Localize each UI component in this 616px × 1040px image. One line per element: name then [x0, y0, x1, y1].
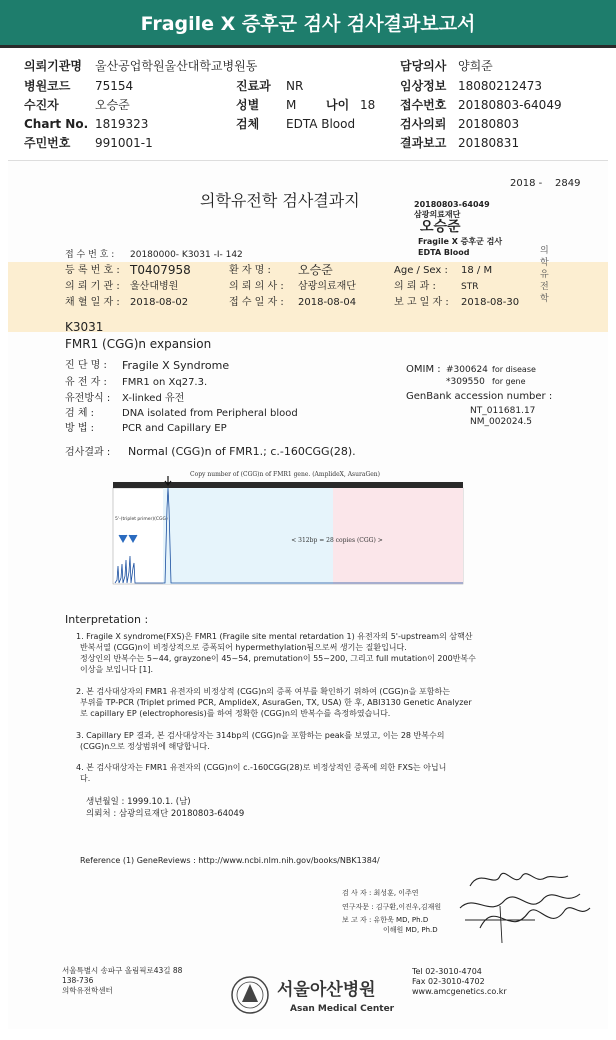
interp-4a: 4. 본 검사대상자는 FMR1 유전자의 (CGG)n이 c.-160CGG(28)로 비정상적인 증폭에 의한 FXS는 아닙니 — [76, 763, 447, 772]
fax: Fax 02-3010-4702 — [412, 977, 485, 986]
hospital-logo-icon — [230, 975, 270, 1015]
diag-label: 진 단 명 : — [65, 360, 107, 371]
interp-2b: 부위를 TP-PCR (Triplet primed PCR, AmplideX, AsuraGen, TX, USA) 한 후, ABI3130 Genetic Analyzer — [80, 698, 472, 707]
diag-value: Fragile X Syndrome — [122, 359, 230, 372]
gene-value: FMR1 on Xq27.3. — [122, 377, 208, 388]
dept-value: NR — [286, 79, 304, 93]
receipt-value: 20180803-64049 — [458, 98, 562, 112]
collect-value: 2018-08-02 — [130, 297, 189, 308]
test-name: FMR1 (CGG)n expansion — [65, 337, 212, 351]
side-label: 의학유전학 — [540, 246, 549, 304]
request-value: 20180803 — [458, 117, 520, 131]
address-2: 138-736 — [62, 976, 94, 985]
doctor-label: 담당의사 — [400, 59, 447, 73]
interp-title: Interpretation : — [65, 613, 149, 626]
signature-image — [440, 858, 600, 948]
researcher: 연구자문 : 김구환,이진우,김재원 — [342, 903, 442, 911]
collect-label: 채 혈 일 자 : — [65, 297, 120, 308]
genbank-1: NT_011681.17 — [470, 406, 536, 416]
examiner: 검 사 자 : 최성훈, 이주연 — [342, 889, 419, 897]
reg-no-label: 등 록 번 호 : — [65, 265, 120, 276]
agesex-label: Age / Sex : — [394, 265, 448, 276]
omim-2: *309550 — [446, 377, 485, 387]
stamp-test: Fragile X 증후군 검사 — [418, 237, 503, 246]
test-code: K3031 — [65, 320, 104, 334]
website: www.amcgenetics.co.kr — [412, 987, 507, 996]
address-3: 의학유전학센터 — [62, 986, 113, 995]
chart-title: Copy number of (CGG)n of FMR1 gene. (AmplideX, AsuraGen) — [190, 471, 380, 478]
interp-3a: 3. Capillary EP 결과, 본 검사대상자는 314bp의 (CGG)n을 포함하는 peak를 보였고, 이는 28 반복수의 — [76, 731, 445, 740]
interp-1d: 이상을 보입니다 [1]. — [80, 665, 154, 674]
dept-label-2: 의 뢰 과 : — [394, 281, 436, 292]
chart-annotation: < 312bp = 28 copies (CGG) > — [291, 537, 383, 544]
stamp-name: 오승준 — [420, 219, 461, 235]
chart-left-label: 5'-(triplet primer)(CGG) — [115, 517, 168, 522]
interp-3b: (CGG)n으로 정상범위에 해당합니다. — [80, 742, 210, 751]
hospital-code-label: 병원코드 — [24, 79, 71, 93]
report-title-bar — [0, 0, 616, 48]
result-value: Normal (CGG)n of FMR1.; c.-160CGG(28). — [128, 445, 356, 458]
year-code: 2018 - — [510, 178, 543, 189]
reporter-2: 이해원 MD, Ph.D — [383, 926, 438, 934]
reporter: 보 고 자 : 유한욱 MD, Ph.D — [342, 916, 429, 924]
reference: Reference (1) GeneReviews : http://www.ncbi.nlm.nih.gov/books/NBK1384/ — [80, 856, 380, 865]
referrer-line: 의뢰처 : 삼광의료재단 20180803-64049 — [86, 809, 245, 819]
stamp-specimen: EDTA Blood — [418, 248, 470, 257]
id-label: 주민번호 — [24, 136, 71, 150]
age-label: 나이 — [326, 98, 350, 112]
receive-value: 2018-08-04 — [298, 297, 357, 308]
patient-label: 수진자 — [24, 98, 59, 112]
specimen-value-2: DNA isolated from Peripheral blood — [122, 408, 298, 419]
institution-value: 울산공업학원울산대학교병원동 — [95, 59, 258, 73]
interp-1a: 1. Fragile X syndrome(FXS)은 FMR1 (Fragile site mental retardation 1) 유전자의 5'-upstream의 삼핵산 — [76, 632, 473, 641]
patient-name-label: 환 자 명 : — [229, 265, 271, 276]
stamp-org: 삼광의료재단 — [414, 210, 461, 219]
shaded-region-pink — [333, 488, 463, 584]
interp-1b: 반복서열 (CGG)n이 비정상적으로 증폭되어 hypermethylation됨으로써 생기는 질환입니다. — [80, 643, 407, 652]
sheet-title: 의학유전학 검사결과지 — [200, 191, 360, 210]
report-value: 20180831 — [458, 136, 520, 150]
doctor-value: 양희준 — [458, 59, 493, 73]
genbank-label: GenBank accession number : — [406, 391, 553, 402]
electropherogram-chart — [105, 468, 465, 594]
chart-scale-bar — [113, 482, 463, 488]
omim-label: OMIM : — [406, 364, 441, 375]
receipt-label: 접수번호 — [400, 98, 447, 112]
address-1: 서울특별시 송파구 올림픽로43길 88 — [62, 966, 183, 975]
id-value: 991001-1 — [95, 136, 153, 150]
patient-value: 오승준 — [95, 98, 130, 112]
shaded-region-blue — [163, 488, 333, 584]
chart-value: 1819323 — [95, 117, 149, 131]
dob-line: 생년월일 : 1999.10.1. (남) — [86, 797, 191, 807]
report-title: Fragile X 증후군 검사 검사결과보고서 — [140, 13, 476, 35]
doc-number: 2849 — [555, 178, 581, 189]
inherit-value: X-linked 유전 — [122, 393, 185, 404]
dept-label: 진료과 — [236, 79, 271, 93]
request-label: 검사의뢰 — [400, 117, 447, 131]
sex-label: 성별 — [236, 98, 260, 112]
interp-2c: 로 capillary EP (electrophoresis)를 하여 정확한 (CGG)n의 반복수를 측정하였습니다. — [80, 709, 391, 718]
receipt-no-label: 접 수 번 호 : — [65, 250, 115, 260]
clinical-value: 18080212473 — [458, 79, 542, 93]
stamp-id: 20180803-64049 — [414, 200, 490, 209]
logo-korean: 서울아산병원 — [277, 980, 376, 1000]
interp-2a: 2. 본 검사대상자의 FMR1 유전자의 비정상적 (CGG)n의 증폭 여부를 확인하기 위하여 (CGG)n을 포함하는 — [76, 687, 450, 696]
omim-2-for: for gene — [492, 377, 526, 386]
receipt-no-value: 20180000- K3031 -I- 142 — [130, 250, 243, 260]
hospital-code-value: 75154 — [95, 79, 134, 93]
institution-label: 의뢰기관명 — [24, 59, 82, 73]
inst-value: 울산대병원 — [130, 281, 179, 292]
genbank-2: NM_002024.5 — [470, 417, 532, 427]
report-label: 결과보고 — [400, 136, 447, 150]
referrer-value: 삼광의료재단 — [298, 281, 356, 292]
result-label: 검사결과 : — [65, 447, 111, 458]
receive-label: 접 수 일 자 : — [229, 297, 284, 308]
interp-1c: 정상인의 반복수는 5~44, grayzone이 45~54, premutation이 55~200, 그리고 full mutation이 200반복수 — [80, 654, 476, 663]
chart-label: Chart No. — [24, 117, 89, 131]
specimen-value: EDTA Blood — [286, 117, 356, 131]
inherit-label: 유전방식 : — [65, 393, 111, 404]
reg-no-value: T0407958 — [130, 263, 191, 277]
patient-name-value: 오승준 — [298, 263, 333, 277]
reportdate-value: 2018-08-30 — [461, 297, 520, 308]
omim-1: #300624 — [446, 365, 488, 375]
method-label: 방 법 : — [65, 423, 95, 434]
dept-value-2: STR — [461, 282, 479, 292]
logo-english: Asan Medical Center — [290, 1004, 395, 1014]
inst-label: 의 뢰 기 관 : — [65, 281, 120, 292]
reportdate-label: 보 고 일 자 : — [394, 297, 449, 308]
specimen-label-2: 검 체 : — [65, 408, 95, 419]
specimen-label: 검체 — [236, 117, 260, 131]
omim-1-for: for disease — [492, 365, 536, 374]
age-value: 18 — [360, 98, 376, 112]
electropherogram-svg — [105, 468, 465, 594]
interp-4b: 다. — [80, 774, 91, 783]
referrer-label: 의 뢰 의 사 : — [229, 281, 284, 292]
agesex-value: 18 / M — [461, 265, 493, 276]
gene-label: 유 전 자 : — [65, 377, 107, 388]
sex-value: M — [286, 98, 297, 112]
clinical-label: 임상정보 — [400, 79, 447, 93]
method-value: PCR and Capillary EP — [122, 423, 227, 434]
tel: Tel 02-3010-4704 — [412, 967, 482, 976]
